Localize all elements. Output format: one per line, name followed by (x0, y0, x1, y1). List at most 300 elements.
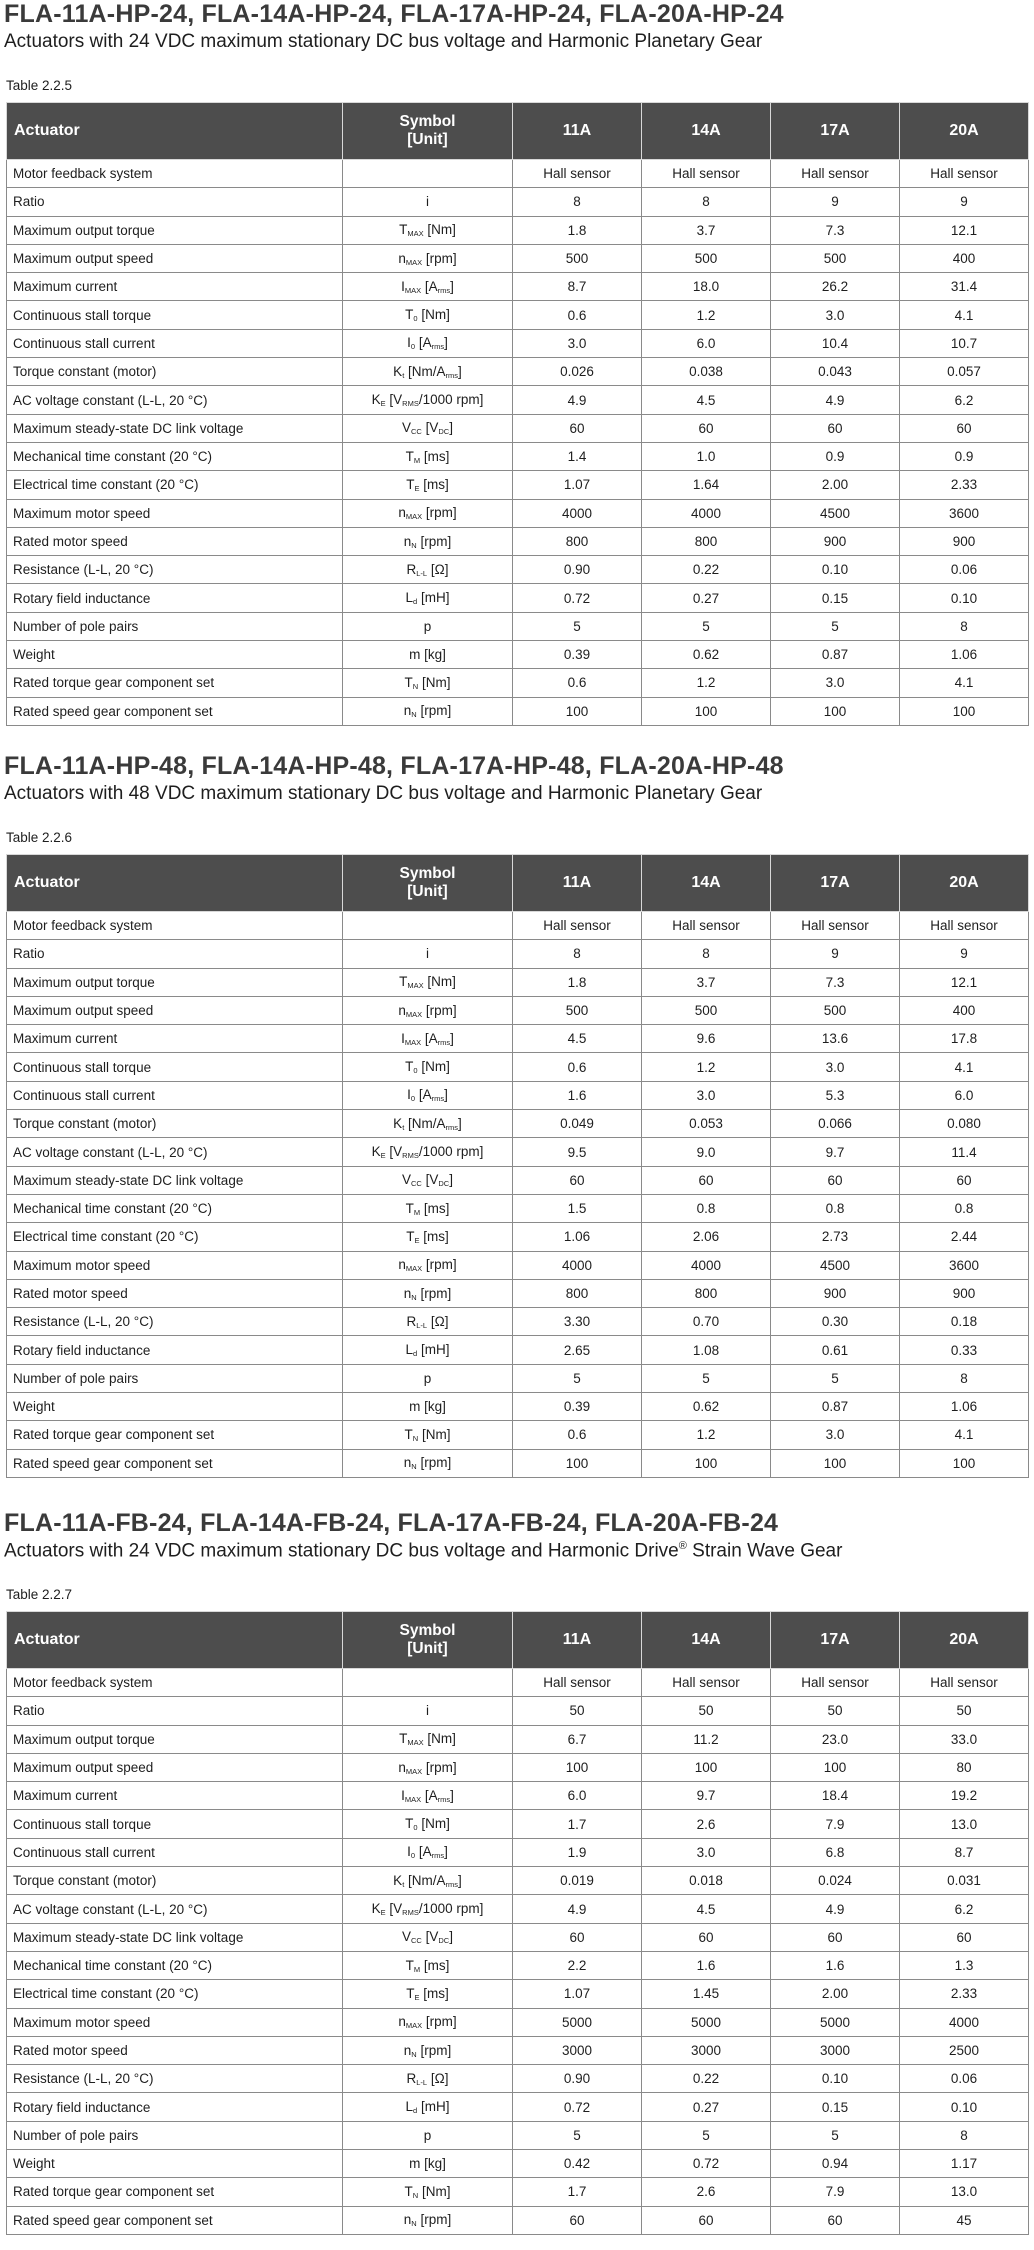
symbol-subscript: d (413, 2106, 418, 2116)
param-name: Mechanical time constant (20 °C) (7, 1951, 343, 1979)
param-symbol (343, 697, 513, 725)
symbol-letter: R (406, 561, 417, 577)
value-cell: 5 (513, 2121, 642, 2149)
header-symbol-label: Symbol (399, 865, 456, 882)
param-name: Maximum current (7, 273, 343, 301)
header-actuator: Actuator (7, 855, 343, 912)
param-symbol (343, 1194, 513, 1222)
param-name: Continuous stall torque (7, 1053, 343, 1081)
symbol-letter: n (403, 1455, 412, 1471)
value-cell: 1.8 (513, 216, 642, 244)
value-cell: 4.1 (900, 669, 1029, 697)
param-symbol (343, 188, 513, 216)
value-cell: Hall sensor (642, 1669, 771, 1697)
symbol-letter: T (405, 1200, 414, 1216)
param-symbol (343, 1223, 513, 1251)
table-row (7, 1782, 1029, 1810)
symbol-letter: I (407, 335, 411, 351)
symbol-subscript: E (414, 483, 420, 493)
value-cell: 4000 (513, 499, 642, 527)
symbol-subscript: L-L (416, 568, 428, 578)
param-name: Maximum steady-state DC link voltage (7, 1166, 343, 1194)
symbol-letter: K (393, 1872, 403, 1888)
symbol-subscript: L-L (416, 2077, 428, 2087)
value-cell: 6.2 (900, 1895, 1029, 1923)
value-cell: 4.5 (642, 386, 771, 414)
value-cell: 1.2 (642, 1053, 771, 1081)
value-cell: 3.30 (513, 1308, 642, 1336)
unit-end: /1000 rpm] (418, 1144, 484, 1160)
symbol-letter: V (402, 420, 412, 436)
subtitle-tail: Strain Wave Gear (686, 1540, 843, 1562)
table-row (7, 996, 1029, 1024)
param-name: Resistance (L-L, 20 °C) (7, 2065, 343, 2093)
value-cell: 1.06 (513, 1223, 642, 1251)
symbol-subscript: t (402, 370, 405, 380)
unit-text: [Nm] (423, 974, 456, 990)
unit-text: [rpm] (416, 703, 452, 719)
table-row (7, 1336, 1029, 1364)
table-row (7, 2178, 1029, 2206)
value-cell: 8 (642, 940, 771, 968)
value-cell: 9.7 (642, 1782, 771, 1810)
value-cell: 900 (900, 527, 1029, 555)
unit-text: [rpm] (416, 2042, 452, 2058)
unit-end: ] (450, 1787, 454, 1803)
value-cell: 80 (900, 1753, 1029, 1781)
symbol-letter: I (407, 1844, 411, 1860)
header-size-c1: 11A (513, 1612, 642, 1669)
unit-text: [V (421, 1172, 439, 1188)
value-cell: 1.6 (642, 1951, 771, 1979)
value-cell: Hall sensor (513, 912, 642, 940)
table-row (7, 1753, 1029, 1781)
symbol-letter: T (404, 2183, 413, 2199)
value-cell: 3600 (900, 1251, 1029, 1279)
table-row (7, 968, 1029, 996)
value-cell: 12.1 (900, 216, 1029, 244)
header-size-c3: 17A (771, 855, 900, 912)
value-cell: 60 (513, 1923, 642, 1951)
value-cell: 8.7 (900, 1838, 1029, 1866)
value-cell: 1.9 (513, 1838, 642, 1866)
value-cell: 0.026 (513, 358, 642, 386)
param-symbol (343, 1951, 513, 1979)
param-name: Maximum output speed (7, 244, 343, 272)
symbol-letter: i (426, 1703, 429, 1719)
symbol-letter: L (405, 1342, 414, 1358)
value-cell: 1.2 (642, 669, 771, 697)
value-cell: 100 (900, 1449, 1029, 1477)
header-symbol (343, 1612, 513, 1669)
table-row (7, 358, 1029, 386)
value-cell: 0.8 (642, 1194, 771, 1222)
value-cell: 0.053 (642, 1110, 771, 1138)
value-cell: 9.7 (771, 1138, 900, 1166)
param-symbol (343, 669, 513, 697)
value-cell: 0.038 (642, 358, 771, 386)
value-cell: 2.2 (513, 1951, 642, 1979)
value-cell: 0.018 (642, 1867, 771, 1895)
value-cell: 1.7 (513, 1810, 642, 1838)
section-title: FLA-11A-HP-48, FLA-14A-HP-48, FLA-17A-HP-48, FLA-20A-HP-48 (4, 752, 784, 780)
symbol-subscript: E (380, 1908, 386, 1918)
symbol-letter: L (405, 590, 414, 606)
value-cell: 11.2 (642, 1725, 771, 1753)
value-cell: 0.94 (771, 2150, 900, 2178)
value-cell: 45 (900, 2206, 1029, 2234)
param-name: Maximum current (7, 1782, 343, 1810)
param-symbol (343, 329, 513, 357)
value-cell: 17.8 (900, 1025, 1029, 1053)
header-row (7, 855, 1029, 912)
symbol-subscript: CC (411, 1936, 422, 1946)
symbol-letter: n (403, 2212, 412, 2228)
value-cell: 2.00 (771, 471, 900, 499)
table-row (7, 1223, 1029, 1251)
param-symbol (343, 1810, 513, 1838)
table-row (7, 216, 1029, 244)
section-subtitle (4, 31, 762, 53)
value-cell: 0.024 (771, 1867, 900, 1895)
value-cell: 100 (900, 697, 1029, 725)
value-cell: 3600 (900, 499, 1029, 527)
value-cell: 800 (513, 1279, 642, 1307)
param-symbol (343, 1838, 513, 1866)
table-row (7, 940, 1029, 968)
value-cell: 1.3 (900, 1951, 1029, 1979)
param-symbol (343, 1166, 513, 1194)
table-row (7, 612, 1029, 640)
param-symbol (343, 160, 513, 188)
value-cell: 0.9 (771, 442, 900, 470)
unit-end: ] (444, 1844, 448, 1860)
unit-subscript: rms (445, 1879, 459, 1889)
header-size-c3: 17A (771, 1612, 900, 1669)
value-cell: 2.06 (642, 1223, 771, 1251)
param-symbol (343, 499, 513, 527)
unit-subscript: DC (438, 427, 450, 437)
symbol-subscript: N (411, 540, 417, 550)
value-cell: 23.0 (771, 1725, 900, 1753)
symbol-letter: V (402, 1172, 412, 1188)
value-cell: 0.22 (642, 2065, 771, 2093)
value-cell: 4.5 (642, 1895, 771, 1923)
table-row (7, 1980, 1029, 2008)
table-row (7, 1110, 1029, 1138)
symbol-subscript: MAX (405, 257, 423, 267)
value-cell: 1.07 (513, 1980, 642, 2008)
param-symbol (343, 641, 513, 669)
unit-text: [rpm] (422, 1759, 457, 1775)
symbol-letter: V (402, 1929, 412, 1945)
header-size-c4: 20A (900, 1612, 1029, 1669)
unit-text: [ms] (419, 476, 449, 492)
value-cell: 0.031 (900, 1867, 1029, 1895)
value-cell: 18.0 (642, 273, 771, 301)
value-cell: 8 (513, 940, 642, 968)
unit-subscript: RMS (402, 1908, 419, 1918)
param-name: Maximum current (7, 1025, 343, 1053)
value-cell: 2.6 (642, 1810, 771, 1838)
table-row (7, 1308, 1029, 1336)
unit-text: [V (385, 1901, 403, 1917)
value-cell: 60 (642, 1166, 771, 1194)
value-cell: 0.30 (771, 1308, 900, 1336)
value-cell: 6.0 (900, 1081, 1029, 1109)
table-row (7, 386, 1029, 414)
value-cell: 6.0 (642, 329, 771, 357)
param-symbol (343, 216, 513, 244)
param-name: Rated speed gear component set (7, 697, 343, 725)
symbol-letter: T (406, 1228, 415, 1244)
param-symbol (343, 471, 513, 499)
unit-text: [A (421, 278, 438, 294)
unit-text: [A (415, 1844, 432, 1860)
table-row (7, 2121, 1029, 2149)
unit-text: [Nm] (423, 222, 456, 238)
value-cell: 2.6 (642, 2178, 771, 2206)
value-cell: 4.9 (513, 1895, 642, 1923)
symbol-letter: T (405, 1059, 414, 1075)
value-cell: 1.07 (513, 471, 642, 499)
value-cell: 4.1 (900, 301, 1029, 329)
param-name: Motor feedback system (7, 912, 343, 940)
param-name: Maximum output speed (7, 996, 343, 1024)
header-size-c4: 20A (900, 855, 1029, 912)
symbol-letter: T (399, 222, 408, 238)
symbol-letter: n (398, 2014, 406, 2030)
value-cell: 10.4 (771, 329, 900, 357)
param-name: Ratio (7, 940, 343, 968)
symbol-letter: L (405, 2099, 414, 2115)
value-cell: 4500 (771, 499, 900, 527)
table-row (7, 584, 1029, 612)
param-symbol (343, 386, 513, 414)
value-cell: 5 (513, 1364, 642, 1392)
value-cell: 60 (513, 414, 642, 442)
value-cell: 500 (771, 244, 900, 272)
value-cell: 100 (513, 697, 642, 725)
value-cell: 9 (771, 188, 900, 216)
value-cell: 3.0 (642, 1081, 771, 1109)
param-symbol (343, 1025, 513, 1053)
symbol-subscript: MAX (405, 2021, 423, 2031)
value-cell: Hall sensor (642, 912, 771, 940)
value-cell: 8 (900, 2121, 1029, 2149)
value-cell: 100 (771, 1753, 900, 1781)
unit-end: ] (444, 335, 448, 351)
value-cell: 7.3 (771, 968, 900, 996)
table-row (7, 2093, 1029, 2121)
header-unit-label: [Unit] (407, 1640, 448, 1657)
value-cell: 13.0 (900, 1810, 1029, 1838)
symbol-subscript: E (380, 399, 386, 409)
unit-text: [rpm] (422, 1257, 457, 1273)
value-cell: 3000 (513, 2036, 642, 2064)
symbol-letter: T (404, 1426, 413, 1442)
unit-subscript: rms (445, 370, 459, 380)
value-cell: 0.06 (900, 556, 1029, 584)
param-name: Rated speed gear component set (7, 2206, 343, 2234)
value-cell: 1.6 (513, 1081, 642, 1109)
value-cell: 8 (642, 188, 771, 216)
unit-subscript: rms (431, 342, 445, 352)
value-cell: 60 (771, 1166, 900, 1194)
unit-text: [kg] (420, 647, 446, 663)
value-cell: 5 (642, 2121, 771, 2149)
param-name: Maximum steady-state DC link voltage (7, 414, 343, 442)
symbol-letter: p (423, 618, 432, 634)
unit-text: [Nm/A (404, 1115, 446, 1131)
value-cell: 3000 (642, 2036, 771, 2064)
table-row (7, 471, 1029, 499)
unit-subscript: DC (438, 1179, 450, 1189)
value-cell: 0.27 (642, 584, 771, 612)
symbol-subscript: MAX (407, 981, 424, 991)
symbol-subscript: d (413, 597, 418, 607)
value-cell: 0.33 (900, 1336, 1029, 1364)
param-symbol (343, 1053, 513, 1081)
param-symbol (343, 414, 513, 442)
symbol-letter: T (405, 448, 414, 464)
symbol-subscript: MAX (405, 1009, 423, 1019)
value-cell: 4000 (900, 2008, 1029, 2036)
symbol-subscript: L-L (416, 1320, 428, 1330)
value-cell: 9.6 (642, 1025, 771, 1053)
registered-mark: ® (678, 1540, 687, 1552)
symbol-letter: I (407, 1087, 411, 1103)
unit-end: ] (444, 1087, 448, 1103)
value-cell: 18.4 (771, 1782, 900, 1810)
param-name: Rated torque gear component set (7, 2178, 343, 2206)
symbol-letter: I (401, 1030, 405, 1046)
unit-subscript: rms (431, 1094, 445, 1104)
value-cell: 500 (642, 244, 771, 272)
param-name: Number of pole pairs (7, 2121, 343, 2149)
symbol-letter: m (409, 647, 421, 663)
value-cell: 0.06 (900, 2065, 1029, 2093)
header-size-c1: 11A (513, 103, 642, 160)
value-cell: 1.2 (642, 301, 771, 329)
symbol-subscript: t (402, 1879, 405, 1889)
table-label: Table 2.2.7 (6, 1587, 73, 1602)
table-row (7, 1251, 1029, 1279)
value-cell: 60 (642, 1923, 771, 1951)
symbol-letter: n (398, 1759, 406, 1775)
symbol-letter: p (423, 2127, 432, 2143)
value-cell: 0.6 (513, 669, 642, 697)
unit-text: [ms] (420, 1200, 450, 1216)
value-cell: 0.72 (513, 584, 642, 612)
value-cell: 1.8 (513, 968, 642, 996)
param-symbol (343, 584, 513, 612)
symbol-letter: T (399, 1731, 408, 1747)
value-cell: 60 (513, 1166, 642, 1194)
table-row (7, 329, 1029, 357)
value-cell: 4.9 (513, 386, 642, 414)
param-name: Electrical time constant (20 °C) (7, 471, 343, 499)
value-cell: 5000 (513, 2008, 642, 2036)
symbol-subscript: E (414, 1992, 420, 2002)
param-symbol (343, 1895, 513, 1923)
param-name: Maximum output torque (7, 216, 343, 244)
symbol-letter: i (426, 946, 429, 962)
unit-text: [Nm] (417, 1059, 450, 1075)
value-cell: 7.9 (771, 1810, 900, 1838)
table-row (7, 1923, 1029, 1951)
param-name: Torque constant (motor) (7, 358, 343, 386)
spec-table (6, 1611, 1029, 2235)
unit-text: [rpm] (422, 1002, 457, 1018)
value-cell: 5 (771, 1364, 900, 1392)
table-row (7, 641, 1029, 669)
symbol-subscript: 0 (410, 342, 416, 352)
symbol-letter: T (405, 1816, 414, 1832)
subtitle-text: Actuators with 24 VDC maximum stationary DC bus voltage and Harmonic Planetary Gear (4, 31, 763, 52)
value-cell: 5000 (642, 2008, 771, 2036)
param-name: AC voltage constant (L-L, 20 °C) (7, 386, 343, 414)
symbol-letter: n (398, 1257, 406, 1273)
symbol-subscript: M (413, 1964, 421, 1974)
value-cell: 0.87 (771, 1393, 900, 1421)
value-cell: 100 (642, 697, 771, 725)
value-cell: 0.9 (900, 442, 1029, 470)
unit-end: ] (449, 1172, 453, 1188)
param-symbol (343, 940, 513, 968)
table-row (7, 1138, 1029, 1166)
header-size-c2: 14A (642, 103, 771, 160)
param-name: Maximum output torque (7, 1725, 343, 1753)
unit-text: [A (415, 1087, 432, 1103)
value-cell: 33.0 (900, 1725, 1029, 1753)
param-name: Continuous stall torque (7, 301, 343, 329)
symbol-subscript: MAX (405, 512, 423, 522)
unit-text: [rpm] (416, 1285, 452, 1301)
value-cell: 100 (642, 1753, 771, 1781)
value-cell: 500 (513, 244, 642, 272)
value-cell: 6.0 (513, 1782, 642, 1810)
value-cell: 8.7 (513, 273, 642, 301)
value-cell: 60 (900, 414, 1029, 442)
symbol-letter: T (405, 307, 414, 323)
unit-text: [Nm/A (404, 1872, 446, 1888)
value-cell: Hall sensor (900, 160, 1029, 188)
value-cell: Hall sensor (771, 160, 900, 188)
value-cell: Hall sensor (513, 160, 642, 188)
header-size-c1: 11A (513, 855, 642, 912)
table-row (7, 1279, 1029, 1307)
table-row (7, 1364, 1029, 1392)
unit-text: [A (415, 335, 432, 351)
param-name: Mechanical time constant (20 °C) (7, 1194, 343, 1222)
unit-end: ] (449, 420, 453, 436)
unit-end: ] (458, 363, 462, 379)
param-name: Maximum motor speed (7, 499, 343, 527)
param-name: AC voltage constant (L-L, 20 °C) (7, 1895, 343, 1923)
table-row (7, 414, 1029, 442)
symbol-subscript: N (411, 710, 417, 720)
table-row (7, 1081, 1029, 1109)
value-cell: Hall sensor (642, 160, 771, 188)
param-symbol (343, 1867, 513, 1895)
param-name: Weight (7, 641, 343, 669)
unit-text: [V (385, 1144, 403, 1160)
value-cell: 3.7 (642, 968, 771, 996)
symbol-subscript: E (380, 1151, 386, 1161)
param-name: Mechanical time constant (20 °C) (7, 442, 343, 470)
unit-text: [rpm] (416, 533, 452, 549)
